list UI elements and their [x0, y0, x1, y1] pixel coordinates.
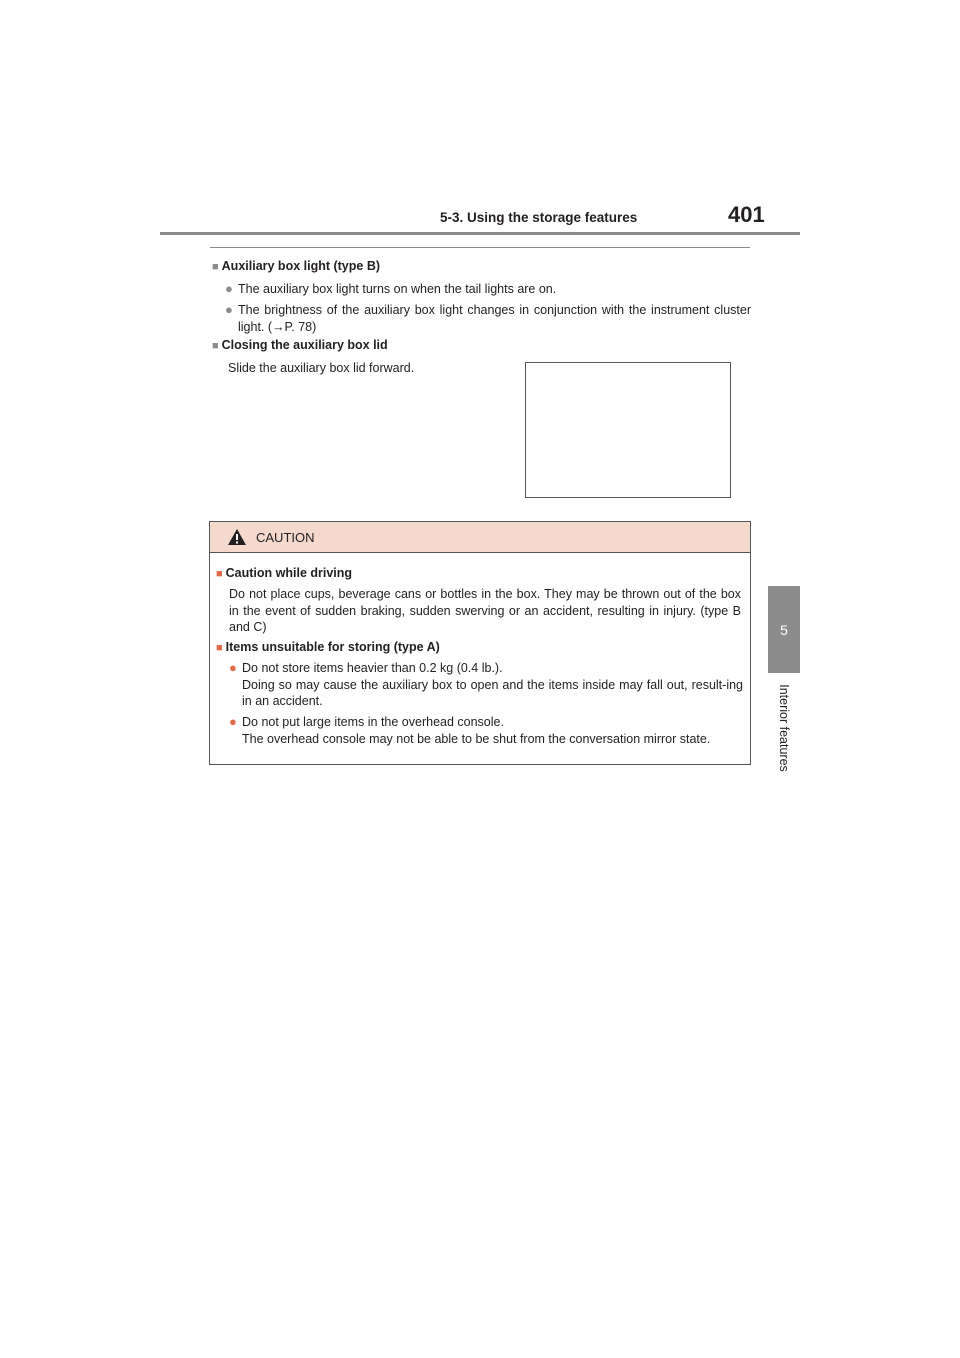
section-heading-text: Auxiliary box light (type B): [221, 259, 381, 273]
section-heading: [212, 259, 380, 273]
instruction-text: Slide the auxiliary box lid forward.: [228, 361, 415, 375]
caution-item-line1: Do not put large items in the overhead console.: [242, 715, 504, 729]
caution-paragraph: Do not place cups, beverage cans or bottles in the box. They may be thrown out of the box in the event of sudden braking, sudden swerving or an accident, resulting in injury. (type B and C): [229, 587, 741, 634]
illustration-placeholder: [525, 362, 731, 498]
square-bullet-icon: ■: [216, 568, 223, 580]
list-item: [225, 301, 751, 336]
square-bullet-icon: ■: [212, 340, 219, 352]
caution-heading: [216, 640, 440, 654]
header-rule: [160, 232, 800, 235]
caution-title: CAUTION: [256, 529, 315, 545]
circle-bullet-icon: ●: [225, 302, 233, 317]
section-title: 5-3. Using the storage features: [440, 210, 638, 225]
caution-header: [210, 522, 750, 553]
square-bullet-icon: ■: [212, 261, 219, 273]
list-item-text: The brightness of the auxiliary box light changes in conjunction with the instrument cluster light. (→P. 78): [238, 303, 751, 334]
caution-heading-text: Items unsuitable for storing (type A): [225, 640, 440, 654]
caution-list-item: [229, 660, 743, 710]
warning-triangle-icon: [228, 529, 246, 545]
page-number: 401: [728, 202, 765, 227]
caution-heading: [216, 566, 352, 580]
chapter-label: Interior features: [777, 684, 791, 772]
caution-item-line2: The overhead console may not be able to be shut from the conversation mirror state.: [242, 731, 711, 746]
circle-bullet-icon: ●: [229, 660, 237, 675]
chapter-tab: [768, 586, 800, 673]
list-item: [225, 280, 751, 298]
caution-box: [209, 521, 751, 765]
circle-bullet-icon: ●: [225, 281, 233, 296]
content-top-rule: [210, 247, 750, 248]
chapter-number: 5: [780, 621, 788, 638]
section-heading: [212, 338, 388, 352]
circle-bullet-icon: ●: [229, 714, 237, 729]
section-heading-text: Closing the auxiliary box lid: [221, 338, 388, 352]
list-item-text: The auxiliary box light turns on when the tail lights are on.: [238, 282, 557, 296]
caution-list-item: [229, 714, 743, 747]
caution-item-line2: Doing so may cause the auxiliary box to open and the items inside may fall out, result-ing in an accident.: [242, 677, 743, 708]
square-bullet-icon: ■: [216, 642, 223, 654]
caution-heading-text: Caution while driving: [225, 566, 353, 580]
caution-item-line1: Do not store items heavier than 0.2 kg (0.4 lb.).: [242, 661, 503, 675]
